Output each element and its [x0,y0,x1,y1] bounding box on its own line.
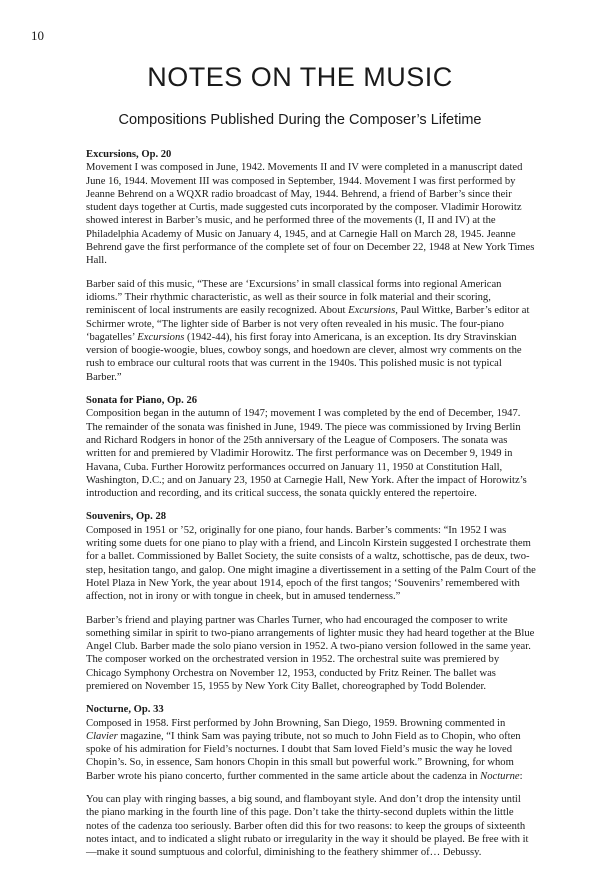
section-paragraph: Barber’s friend and playing partner was Charles Turner, who had encouraged the composer to write something similar in spirit to two-piano arrangements of lighter music they had heard together at the Blue Angel Club. Barber made the solo piano version in 1952. A two-piano version followed in the same year. The composer worked on the orchestrated version in 1952. The orchestral suite was premiered by Chicago Symphony Orchestra on November 12, 1953, conducted by Fritz Reiner. The ballet was premiered on November 15, 1955 by New York City Ballet, choreographed by Todd Bolender. [86,614,535,692]
page-subtitle: Compositions Published During the Composer’s Lifetime [118,112,482,128]
section-paragraph [86,717,536,783]
text-run: : [519,770,523,782]
section-heading: Souvenirs, Op. 28 [86,511,167,523]
text-run: (1942-44), his first foray into Americana, is an exception. Its dry Stravinskian version of boogie-woogie, blues, cowboy songs, and hoedown are clever, almost wry comments on the rush to embrace our cultural roots that was current in the 1940s. This polished music is not typical Barber.” [86,331,522,383]
section-heading: Sonata for Piano, Op. 26 [86,395,198,407]
italic-title: Nocturne [480,770,520,782]
main-content [86,148,536,870]
italic-title: Excursions [137,331,185,343]
section-sonata [86,394,536,500]
section-heading: Excursions, Op. 20 [86,149,172,160]
block-quote: You can play with ringing basses, a big sound, and flamboyant style. And don’t drop the intensity until the piano marking in the fourth line of this page. Don’t take the thirty-second duplets within the little notes of the cadenza too seriously. Barber often did this for two reasons: to keep the groups of sixteenth notes intact, and to indicated a slight rubato or irregularity in the way it should be played. Be free with it—make it sound sumptuous and colorful, diminishing to the feathery shimmer of… Debussy. [86,794,529,859]
section-souvenirs [86,510,536,693]
italic-title: Clavier [86,730,118,742]
section-paragraph [86,278,536,384]
text-run: Barber said of this music, “These are ‘Excursions’ in small classical forms into regional American idioms.” Their rhythmic characteristic, as well as their source in folk material and their scoring, reminiscent of local instruments are easily recognized. About [86,278,502,317]
text-run: Composed in 1958. First performed by John Browning, San Diego, 1959. Browning commented in [86,717,506,729]
italic-title: Excursions [348,305,396,317]
section-nocturne [86,703,536,859]
section-heading: Nocturne, Op. 33 [86,704,164,716]
section-paragraph: Composition began in the autumn of 1947; movement I was completed by the end of December, 1947. The remainder of the sonata was finished in June, 1949. The piece was commissioned by Irving Berlin and Richard Rodgers in honor of the 25th anniversary of the League of Composers. The sonata was written for and premiered by Vladimir Horowitz. The first performance was on December 9, 1949 in Havana, Cuba. Further Horowitz performances occurred on January 11, 1950 at Constitution Hall, Washington, D.C.; and on January 23, 1950 at Carnegie Hall, New York. After the impact of Horowitz’s introduction and recording, and its critical success, the sonata quickly entered the repertoire. [86,408,527,500]
section-excursions [86,148,536,384]
text-run: magazine, “I think Sam was paying tribute, not so much to John Field as to Chopin, who often spoke of his admiration for Field’s nocturnes. I doubt that Sam loved Field’s music the way he loved Chopin’s. So, in essence, Sam honors Chopin in this small but powerful work.” Browning, for whom Barber wrote his piano concerto, further commented in the same article about the cadenza in [86,730,521,782]
section-paragraph: Composed in 1951 or ’52, originally for one piano, four hands. Barber’s comments: “In 1952 I was writing some duets for one piano to play with a friend, and Lincoln Kirstein suggested I orchestrate them for a ballet. Commissioned by Ballet Society, the suite consists of a waltz, schottische, pas de deux, two-step, hesitation tango, and galop. One might imagine a divertissement in a setting of the Palm Court of the Hotel Plaza in New York, the year about 1914, epoch of the first tangos; ‘Souvenirs’ remembered with affection, not in irony or with tongue in cheek, but in amused tenderness.” [86,524,536,603]
section-paragraph: Movement I was composed in June, 1942. Movements II and IV were completed in a manuscript dated June 16, 1944. Movement III was composed in September, 1944. Movement I was first performed by Jeanne Behrend on a WQXR radio broadcast of May, 1944. Behrend, a friend of Barber’s since their student days together at Curtis, made suggested cuts incorporated by the composer. Vladimir Horowitz showed interest in Barber’s music, and he performed three of the movements (I, II and IV) at the Philadelphia Academy of Music on January 4, 1945, and at Carnegie Hall on March 28, 1945. Jeanne Behrend gave the first performance of the complete set of four on December 22, 1948 at New York Times Hall. [86,162,535,267]
text-run: , Paul Wittke, Barber’s editor at Schirmer wrote, “The lighter side of Barber is not very often revealed in his music. The four-piano ‘bagatelles’ [86,305,530,343]
page-title: NOTES ON THE MUSIC [147,62,453,92]
page-number: 10 [31,28,44,43]
